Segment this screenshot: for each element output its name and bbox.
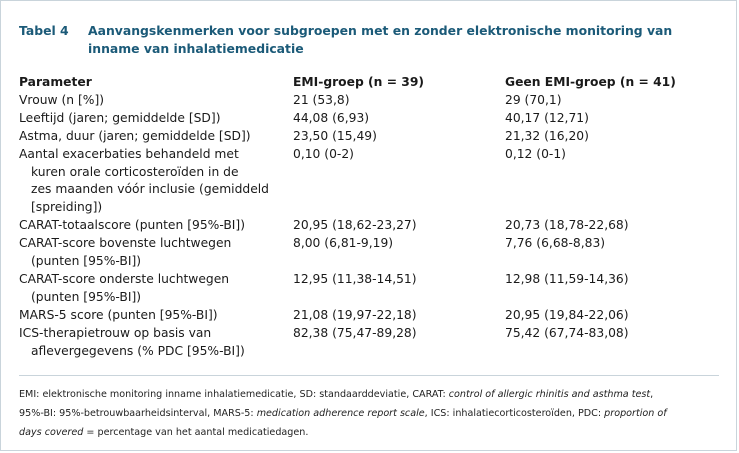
table-row bbox=[19, 110, 719, 128]
cell-emi-group: 0,10 (0-2) bbox=[293, 146, 354, 161]
cell-emi-group: 44,08 (6,93) bbox=[293, 110, 370, 125]
cell-emi-group: 21,08 (19,97-22,18) bbox=[293, 307, 417, 322]
header-parameter: Parameter bbox=[19, 75, 92, 89]
cell-emi-group: 12,95 (11,38-14,51) bbox=[293, 271, 417, 286]
cell-no-emi-group: 40,17 (12,71) bbox=[505, 110, 589, 125]
cell-parameter bbox=[19, 128, 293, 146]
footnote-italic: medication adherence report scale bbox=[256, 408, 425, 419]
cell-no-emi-group: 20,95 (19,84-22,06) bbox=[505, 307, 629, 322]
footnote-italic: control of allergic rhinitis and asthma test bbox=[448, 389, 651, 400]
parameter-line: MARS-5 score (punten [95%-BI]) bbox=[19, 307, 218, 322]
parameter-line: Leeftijd (jaren; gemiddelde [SD]) bbox=[19, 110, 221, 125]
cell-parameter bbox=[19, 271, 293, 307]
parameter-line-continued: [spreiding]) bbox=[31, 200, 103, 215]
cell-no-emi-group: 21,32 (16,20) bbox=[505, 128, 589, 143]
cell-no-emi-group: 0,12 (0-1) bbox=[505, 146, 566, 161]
cell-parameter bbox=[19, 325, 293, 361]
footnote-text: = percentage van het aantal medicatiedagen. bbox=[83, 427, 309, 438]
table-row bbox=[19, 128, 719, 146]
parameter-line: Astma, duur (jaren; gemiddelde [SD]) bbox=[19, 128, 251, 143]
parameter-line: Aantal exacerbaties behandeld met bbox=[19, 146, 239, 161]
parameter-line-continued: aflevergegevens (% PDC [95%-BI]) bbox=[31, 343, 245, 358]
parameter-line: CARAT-score bovenste luchtwegen bbox=[19, 236, 232, 251]
cell-parameter bbox=[19, 235, 293, 271]
cell-no-emi-group: 12,98 (11,59-14,36) bbox=[505, 271, 629, 286]
parameter-line-continued: (punten [95%-BI]) bbox=[31, 289, 142, 304]
parameter-line: CARAT-score onderste luchtwegen bbox=[19, 271, 230, 286]
table-row bbox=[19, 325, 719, 361]
table-row bbox=[19, 92, 719, 110]
cell-emi-group: 21 (53,8) bbox=[293, 92, 350, 107]
parameter-line: Vrouw (n [%]) bbox=[19, 92, 105, 107]
header-emi-group: EMI-groep (n = 39) bbox=[293, 75, 425, 89]
table-row bbox=[19, 146, 719, 218]
table-row bbox=[19, 307, 719, 325]
table-row bbox=[19, 271, 719, 307]
cell-emi-group: 82,38 (75,47-89,28) bbox=[293, 325, 417, 340]
cell-no-emi-group: 29 (70,1) bbox=[505, 92, 562, 107]
cell-parameter bbox=[19, 110, 293, 128]
cell-parameter bbox=[19, 217, 293, 235]
header-no-emi-group: Geen EMI-groep (n = 41) bbox=[505, 75, 676, 89]
cell-emi-group: 20,95 (18,62-23,27) bbox=[293, 218, 417, 233]
table-row bbox=[19, 217, 719, 235]
cell-emi-group: 8,00 (6,81-9,19) bbox=[293, 236, 394, 251]
parameter-line: ICS-therapietrouw op basis van bbox=[19, 325, 212, 340]
parameter-line-continued: zes maanden vóór inclusie (gemiddeld bbox=[31, 182, 269, 197]
table-title: Aanvangskenmerken voor subgroepen met en zonder elektronische monitoring van inname van inhalatiemedicatie bbox=[88, 23, 673, 56]
table-footnote bbox=[19, 385, 681, 442]
cell-no-emi-group: 20,73 (18,78-22,68) bbox=[505, 218, 629, 233]
parameter-line-continued: (punten [95%-BI]) bbox=[31, 254, 142, 269]
footnote-divider bbox=[19, 375, 719, 376]
footnote-text: EMI: elektronische monitoring inname inhalatiemedicatie, SD: standaarddeviatie, CARAT: bbox=[19, 389, 449, 400]
baseline-table bbox=[19, 74, 719, 361]
cell-no-emi-group: 75,42 (67,74-83,08) bbox=[505, 325, 629, 340]
footnote-text: , ICS: inhalatiecorticosteroïden, PDC: bbox=[424, 408, 605, 419]
cell-parameter bbox=[19, 146, 293, 218]
footnote-italic: proportion of days covered bbox=[19, 408, 667, 438]
parameter-line-continued: kuren orale corticosteroïden in de bbox=[31, 164, 239, 179]
header-row bbox=[19, 74, 719, 92]
cell-emi-group: 23,50 (15,49) bbox=[293, 128, 377, 143]
cell-no-emi-group: 7,76 (6,68-8,83) bbox=[505, 236, 606, 251]
parameter-line: CARAT-totaalscore (punten [95%-BI]) bbox=[19, 218, 245, 233]
table-row bbox=[19, 235, 719, 271]
cell-parameter bbox=[19, 307, 293, 325]
footnote-text: , 95%-BI: 95%-betrouwbaarheidsinterval, MARS-5: bbox=[19, 389, 654, 419]
table-label: Tabel 4 bbox=[19, 23, 69, 38]
cell-parameter bbox=[19, 92, 293, 110]
